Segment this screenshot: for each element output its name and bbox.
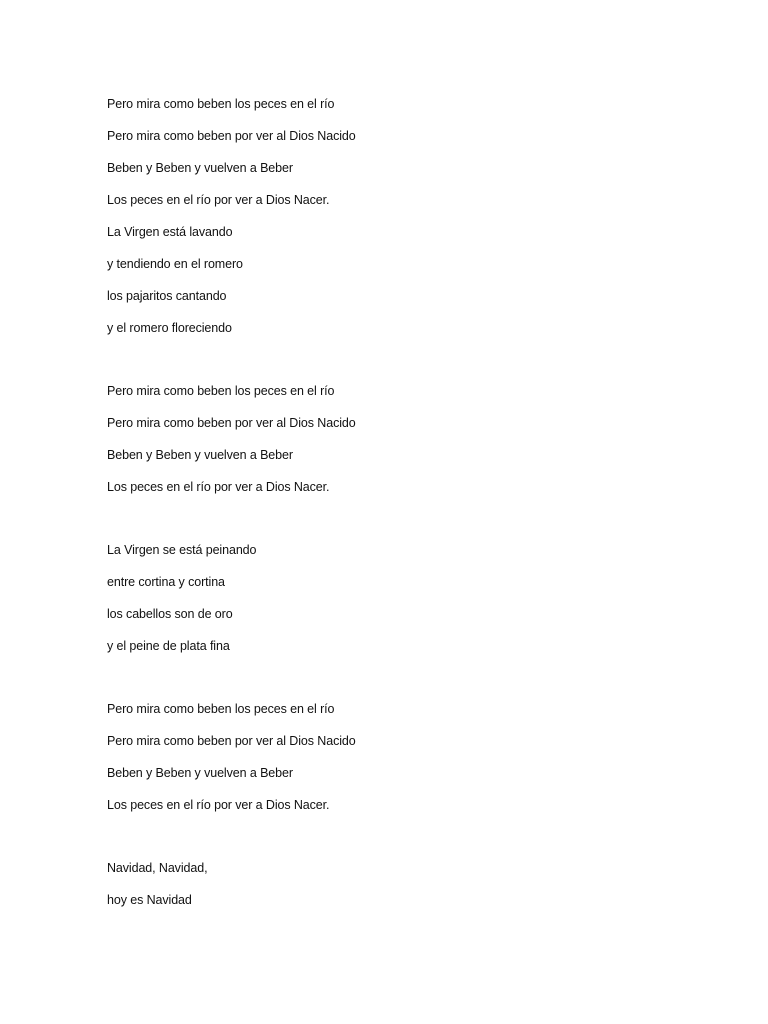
lyric-line: La Virgen está lavando	[107, 225, 233, 239]
lyrics-body	[107, 88, 707, 916]
lyric-line: hoy es Navidad	[107, 893, 192, 907]
stanza-gap	[107, 503, 707, 534]
lyric-line: Pero mira como beben los peces en el río	[107, 702, 335, 716]
stanza-1	[107, 88, 707, 344]
stanza-4	[107, 693, 707, 821]
lyric-line: los pajaritos cantando	[107, 289, 227, 303]
stanza-gap	[107, 821, 707, 852]
lyric-line: los cabellos son de oro	[107, 607, 233, 621]
lyric-line: y tendiendo en el romero	[107, 257, 243, 271]
lyric-line: Beben y Beben y vuelven a Beber	[107, 448, 293, 462]
stanza-2	[107, 375, 707, 503]
lyric-line: Los peces en el río por ver a Dios Nacer.	[107, 193, 330, 207]
lyric-line: y el peine de plata fina	[107, 639, 230, 653]
stanza-gap	[107, 662, 707, 693]
lyric-line: entre cortina y cortina	[107, 575, 225, 589]
lyric-line: Pero mira como beben los peces en el río	[107, 384, 335, 398]
stanza-3	[107, 534, 707, 662]
lyric-line: La Virgen se está peinando	[107, 543, 257, 557]
lyric-line: Beben y Beben y vuelven a Beber	[107, 161, 293, 175]
lyric-line: y el romero floreciendo	[107, 321, 232, 335]
lyric-line: Los peces en el río por ver a Dios Nacer.	[107, 480, 330, 494]
lyric-line: Pero mira como beben por ver al Dios Nacido	[107, 129, 356, 143]
stanza-5	[107, 852, 707, 916]
lyric-line: Pero mira como beben por ver al Dios Nacido	[107, 416, 356, 430]
lyric-line: Los peces en el río por ver a Dios Nacer.	[107, 798, 330, 812]
lyric-line: Beben y Beben y vuelven a Beber	[107, 766, 293, 780]
lyric-line: Navidad, Navidad,	[107, 861, 208, 875]
lyric-line: Pero mira como beben por ver al Dios Nacido	[107, 734, 356, 748]
lyric-line: Pero mira como beben los peces en el río	[107, 97, 335, 111]
stanza-gap	[107, 344, 707, 375]
